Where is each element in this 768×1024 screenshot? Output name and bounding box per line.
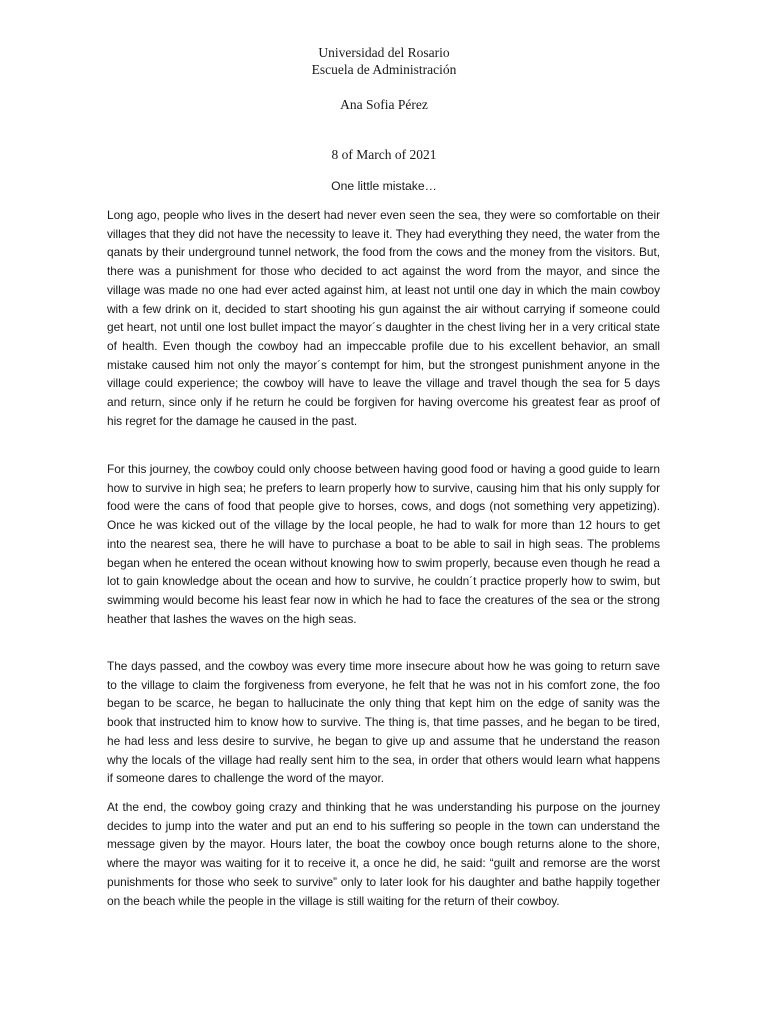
paragraph-4: At the end, the cowboy going crazy and thinking that he was understanding his purpose on the journey decides to jump into the water and put an end to his suffering so people in the town can understand the message given by the mayor. Hours later, the boat the cowboy once bough returns alone to the shore, where the mayor was waiting for it to receive it, a once he did, he said: “guilt and remorse are the worst punishments for those who seek to survive” only to later look for his daughter and bathe happily together on the beach while the people in the village is still waiting for the return of their cowboy.	[107, 800, 660, 908]
school-name: Escuela de Administración	[311, 62, 457, 77]
author-name: Ana Sofia Pérez	[340, 97, 428, 112]
paragraph-2: For this journey, the cowboy could only choose between having good food or having a good guide to learn how to survive in high sea; he prefers to learn properly how to survive, causing him that his only supply for food were the cans of food that people give to horses, cows, and dogs (not something very appetizing). Once he was kicked out of the village by the local people, he had to walk for more than 12 hours to get into the nearest sea, there he will have to purchase a boat to be able to sail in high seas. The problems began when he entered the ocean without knowing how to swim properly, because even though he read a lot to gain knowledge about the ocean and how to survive, he couldn´t practice properly how to swim, but swimming would become his least fear now in which he had to face the creatures of the sea or the strong heather that lashes the waves on the high seas.	[107, 462, 660, 626]
paragraph-3: The days passed, and the cowboy was every time more insecure about how he was going to return save to the village to claim the forgiveness from everyone, he felt that he was not in his comfort zone, the foo began to be scarce, he began to hallucinate the only thing that kept him on the edge of sanity was the book that instructed him to know how to survive. The thing is, that time passes, and he began to be tired, he had less and less desire to survive, he began to give up and assume that he understand the reason why the locals of the village had really sent him to the sea, in order that others would learn what happens if someone dares to challenge the word of the mayor.	[107, 659, 660, 786]
paragraph-1: Long ago, people who lives in the desert had never even seen the sea, they were so comfortable on their villages that they did not have the necessity to leave it. They had everything they need, the water from the qanats by their underground tunnel network, the food from the cows and the money from the visitors. But, there was a punishment for those who decided to act against the word from the mayor, and since the village was made no one had ever acted against him, at least not until one day in which the main cowboy with a few drink on it, decided to start shooting his gun against the air without carrying if someone could get heart, not until one lost bullet impact the mayor´s daughter in the chest living her in a very critical state of health. Even though the cowboy had an impeccable profile due to his excellent behavior, an small mistake caused him not only the mayor´s contempt for him, but the strongest punishment anyone in the village could experience; the cowboy will have to leave the village and travel though the sea for 5 days and return, since only if he return he could be forgiven for having overcome his greatest fear as proof of his regret for the damage he caused in the past.	[107, 208, 660, 428]
document-title: One little mistake…	[331, 179, 437, 193]
document-date: 8 of March of 2021	[331, 147, 437, 162]
university-name: Universidad del Rosario	[318, 45, 450, 60]
